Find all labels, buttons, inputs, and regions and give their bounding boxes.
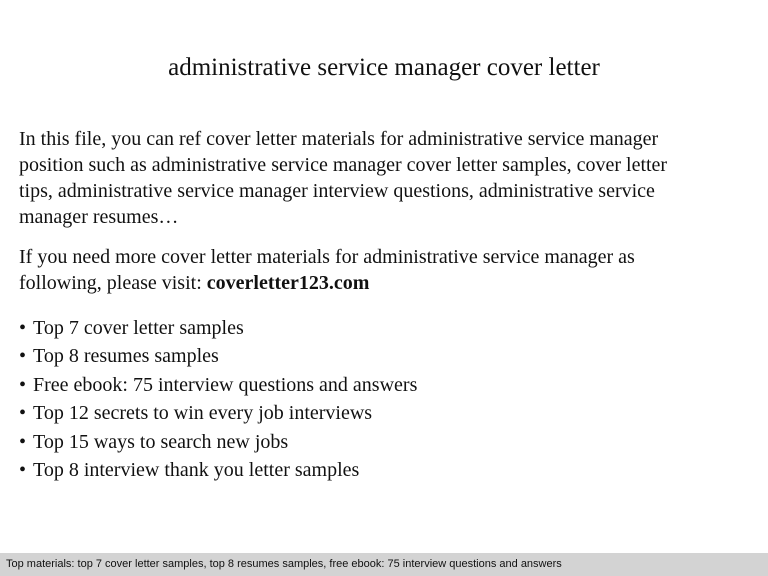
list-item (19, 456, 417, 484)
bullet-icon: • (19, 430, 27, 453)
bullet-icon: • (19, 402, 27, 425)
list-item-label: Free ebook: 75 interview questions and answers (33, 373, 418, 396)
materials-list (19, 314, 417, 484)
list-item (19, 371, 417, 399)
intro-line: tips, administrative service manager interview questions, administrative service (19, 180, 655, 202)
footer-bar (0, 553, 768, 576)
intro-line: position such as administrative service manager cover letter samples, cover letter (19, 154, 668, 176)
intro-line: manager resumes… (19, 206, 179, 228)
more-line (19, 270, 739, 296)
list-item (19, 342, 417, 370)
more-line: If you need more cover letter materials for administrative service manager as (19, 246, 635, 268)
site-link[interactable]: coverletter123.com (206, 272, 370, 294)
footer-text: Top materials: top 7 cover letter samples, top 8 resumes samples, free ebook: 75 interview questions and answers (6, 558, 562, 570)
bullet-icon: • (19, 459, 27, 482)
bullet-icon: • (19, 373, 27, 396)
list-item-label: Top 7 cover letter samples (33, 317, 244, 339)
visit-prefix: following, please visit: (19, 272, 207, 294)
page-title: administrative service manager cover letter (168, 54, 600, 81)
list-item (19, 428, 417, 456)
intro-paragraph (19, 126, 719, 230)
list-item (19, 314, 417, 342)
list-item (19, 399, 417, 427)
bullet-icon: • (19, 345, 27, 368)
list-item-label: Top 12 secrets to win every job interviews (33, 402, 373, 425)
list-item-label: Top 15 ways to search new jobs (33, 430, 289, 453)
intro-line: In this file, you can ref cover letter materials for administrative service manager (19, 128, 659, 150)
bullet-icon: • (19, 317, 27, 339)
more-materials-paragraph (19, 244, 739, 296)
list-item-label: Top 8 resumes samples (33, 345, 219, 368)
list-item-label: Top 8 interview thank you letter samples (33, 459, 360, 482)
